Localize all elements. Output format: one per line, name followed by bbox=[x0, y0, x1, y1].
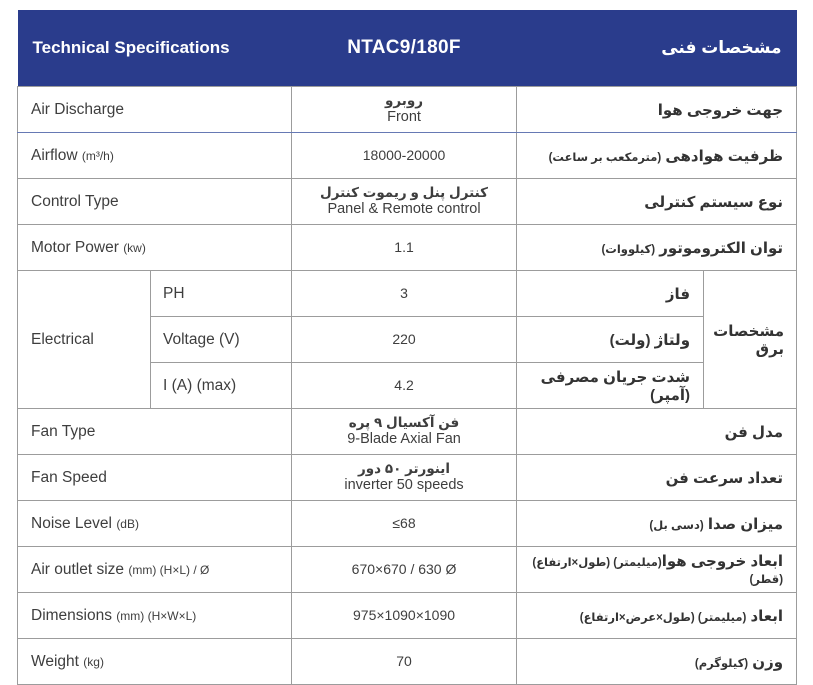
label-text: Control Type bbox=[31, 192, 119, 210]
weight-label bbox=[18, 639, 292, 685]
model-number: NTAC9/180F bbox=[292, 10, 517, 87]
airflow-label bbox=[18, 133, 292, 179]
value-en: Panel & Remote control bbox=[327, 200, 481, 217]
air-discharge-label-fa bbox=[517, 87, 797, 133]
label-fa-text: جهت خروجی هوا bbox=[657, 101, 784, 119]
label-fa-text: مدل فن bbox=[724, 423, 784, 441]
control-type-label bbox=[18, 179, 292, 225]
value-text: 3 bbox=[400, 285, 408, 302]
label-text: Airflow bbox=[31, 146, 78, 164]
electrical-group-label-fa bbox=[704, 271, 797, 409]
label-fa-text: نوع سیستم کنترلی bbox=[644, 193, 784, 211]
value-en: 9-Blade Axial Fan bbox=[347, 430, 461, 447]
row-fan-type bbox=[18, 409, 797, 455]
ph-label-fa bbox=[517, 271, 704, 317]
label-fa-unit: (کیلووات) bbox=[601, 243, 656, 256]
motor-power-value bbox=[292, 225, 517, 271]
label-text: Fan Speed bbox=[31, 468, 107, 486]
label-fa-text: فاز bbox=[665, 285, 691, 303]
row-airflow bbox=[18, 133, 797, 179]
label-fa-text: توان الکتروموتور bbox=[659, 239, 784, 257]
label-unit: (kg) bbox=[83, 654, 104, 669]
row-dimensions bbox=[18, 593, 797, 639]
fan-speed-value bbox=[292, 455, 517, 501]
label-text: Noise Level bbox=[31, 514, 112, 532]
label-unit: (dB) bbox=[116, 516, 139, 531]
fan-speed-label-fa bbox=[517, 455, 797, 501]
weight-label-fa bbox=[517, 639, 797, 685]
voltage-label bbox=[151, 317, 292, 363]
label-text: Air outlet size bbox=[31, 560, 125, 578]
ph-label bbox=[151, 271, 292, 317]
motor-power-label bbox=[18, 225, 292, 271]
label-unit: (m³/h) bbox=[81, 148, 114, 163]
label-fa-text: ابعاد خروجی هوا bbox=[661, 553, 784, 570]
noise-level-value bbox=[292, 501, 517, 547]
value-fa: اینورتر ۵۰ دور bbox=[358, 460, 451, 476]
label-unit: (kw) bbox=[123, 240, 146, 255]
label-text: I (A) (max) bbox=[163, 376, 237, 394]
label-unit: (mm) (H×W×L) bbox=[116, 608, 197, 623]
value-text: 4.2 bbox=[394, 377, 414, 394]
voltage-label-fa bbox=[517, 317, 704, 363]
label-fa-unit: (کیلوگرم) bbox=[694, 657, 749, 670]
current-value bbox=[292, 363, 517, 409]
label-text: Air Discharge bbox=[31, 100, 125, 118]
row-fan-speed bbox=[18, 455, 797, 501]
voltage-value bbox=[292, 317, 517, 363]
air-outlet-size-label bbox=[18, 547, 292, 593]
row-electrical-ph bbox=[18, 271, 797, 317]
label-fa-text: میزان صدا bbox=[707, 515, 784, 533]
weight-value bbox=[292, 639, 517, 685]
fan-type-label-fa bbox=[517, 409, 797, 455]
header-title-fa: مشخصات فنی bbox=[517, 10, 797, 87]
label-fa-text: ولتاژ (ولت) bbox=[609, 331, 691, 349]
fan-type-label bbox=[18, 409, 292, 455]
label-fa-unit: (دسی بل) bbox=[649, 519, 704, 532]
air-outlet-size-value bbox=[292, 547, 517, 593]
value-fa: روبرو bbox=[385, 92, 424, 108]
value-text: ≤68 bbox=[392, 515, 416, 532]
row-air-outlet-size bbox=[18, 547, 797, 593]
value-fa: کنترل پنل و ریموت کنترل bbox=[320, 184, 488, 200]
airflow-value bbox=[292, 133, 517, 179]
label-fa-text: مشخصات برق bbox=[713, 322, 785, 358]
label-fa-text: تعداد سرعت فن bbox=[665, 469, 784, 487]
label-fa-unit: (میلیمتر) (طول×ارتفاع)(قطر) bbox=[532, 557, 784, 586]
value-text: 18000-20000 bbox=[362, 147, 446, 164]
row-weight bbox=[18, 639, 797, 685]
airflow-label-fa bbox=[517, 133, 797, 179]
label-text: Voltage (V) bbox=[163, 330, 240, 348]
dimensions-value bbox=[292, 593, 517, 639]
label-text: Electrical bbox=[31, 330, 94, 348]
label-fa-text: وزن bbox=[752, 653, 784, 671]
current-label bbox=[151, 363, 292, 409]
value-text: 220 bbox=[392, 331, 416, 348]
value-text: 670×670 / 630 Ø bbox=[351, 561, 457, 578]
label-text: Fan Type bbox=[31, 422, 96, 440]
electrical-group-label bbox=[18, 271, 151, 409]
motor-power-label-fa bbox=[517, 225, 797, 271]
value-text: 1.1 bbox=[394, 239, 414, 256]
label-unit: (mm) (H×L) / Ø bbox=[128, 562, 210, 577]
value-text: 70 bbox=[396, 653, 412, 670]
noise-level-label bbox=[18, 501, 292, 547]
label-text: Weight bbox=[31, 652, 79, 670]
label-text: Motor Power bbox=[31, 238, 119, 256]
dimensions-label-fa bbox=[517, 593, 797, 639]
fan-type-value bbox=[292, 409, 517, 455]
air-discharge-label bbox=[18, 87, 292, 133]
spec-table bbox=[17, 10, 797, 685]
table-header-row bbox=[18, 10, 797, 87]
label-fa-unit: (میلیمتر) (طول×عرض×ارتفاع) bbox=[579, 611, 747, 624]
label-fa-text: شدت جریان مصرفی (آمپر) bbox=[540, 368, 691, 404]
row-motor-power bbox=[18, 225, 797, 271]
ph-value bbox=[292, 271, 517, 317]
header-title-en: Technical Specifications bbox=[18, 10, 292, 87]
spec-sheet bbox=[17, 10, 796, 685]
dimensions-label bbox=[18, 593, 292, 639]
value-en: Front bbox=[387, 108, 421, 125]
label-text: Dimensions bbox=[31, 606, 112, 624]
label-text: PH bbox=[163, 284, 185, 302]
noise-level-label-fa bbox=[517, 501, 797, 547]
value-fa: فن آکسیال ۹ پره bbox=[348, 414, 460, 430]
current-label-fa bbox=[517, 363, 704, 409]
label-fa-unit: (مترمکعب بر ساعت) bbox=[548, 151, 662, 164]
value-en: inverter 50 speeds bbox=[344, 476, 464, 493]
control-type-value bbox=[292, 179, 517, 225]
value-text: 975×1090×1090 bbox=[353, 607, 456, 624]
label-fa-text: ابعاد bbox=[750, 607, 784, 625]
fan-speed-label bbox=[18, 455, 292, 501]
row-air-discharge bbox=[18, 87, 797, 133]
row-noise-level bbox=[18, 501, 797, 547]
air-outlet-size-label-fa bbox=[517, 547, 797, 593]
row-control-type bbox=[18, 179, 797, 225]
control-type-label-fa bbox=[517, 179, 797, 225]
label-fa-text: ظرفیت هوادهی bbox=[665, 147, 784, 165]
air-discharge-value bbox=[292, 87, 517, 133]
